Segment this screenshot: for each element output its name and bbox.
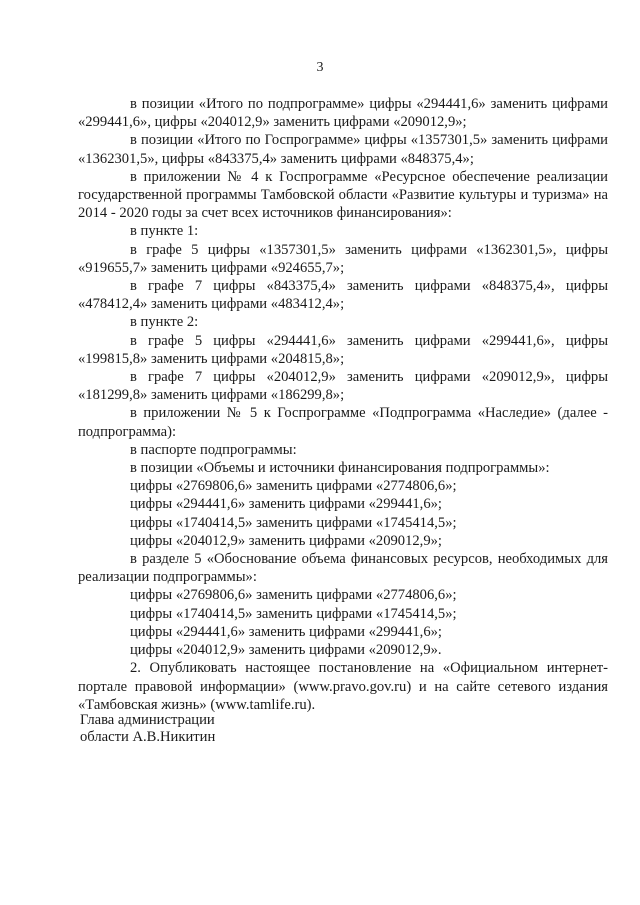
signature-title-line: Глава администрации — [80, 712, 215, 728]
replacement-line: цифры «204012,9» заменить цифрами «209012,9». — [130, 642, 442, 659]
document-body — [78, 95, 608, 714]
paragraph-appendix-5: в приложении № 5 к Госпрограмме «Подпрограмма «Наследие» (далее - подпрограмма): — [78, 405, 608, 440]
paragraph-itogo-gosprogramma: в позиции «Итого по Госпрограмме» цифры «1357301,5» заменить цифрами «1362301,5», цифры «843375,4» заменить цифрами «848375,4»; — [78, 132, 608, 167]
replacement-line: цифры «294441,6» заменить цифрами «299441,6»; — [130, 623, 442, 640]
replacement-line: цифры «294441,6» заменить цифрами «299441,6»; — [130, 496, 442, 513]
signature-block — [80, 712, 215, 746]
paragraph-item-2-column-5: в графе 5 цифры «294441,6» заменить цифрами «299441,6», цифры «199815,8» заменить цифрами «204815,8»; — [78, 332, 608, 367]
signature-second-line — [80, 729, 215, 746]
paragraph-section-5: в разделе 5 «Обоснование объема финансовых ресурсов, необходимых для реализации подпрограммы»: — [78, 551, 608, 586]
paragraph-volumes-position: в позиции «Объемы и источники финансирования подпрограммы»: — [130, 460, 550, 477]
replacement-line: цифры «2769806,6» заменить цифрами «2774806,6»; — [130, 478, 457, 495]
page-number: 3 — [316, 60, 324, 75]
signature-region: области — [80, 729, 129, 745]
paragraph-item-2-column-7: в графе 7 цифры «204012,9» заменить цифрами «209012,9», цифры «181299,8» заменить цифрами «186299,8»; — [78, 369, 608, 404]
paragraph-item-1: в пункте 1: — [130, 223, 199, 240]
paragraph-itogo-podprogramma: в позиции «Итого по подпрограмме» цифры «294441,6» заменить цифрами «299441,6», цифры «204012,9» заменить цифрами «209012,9»; — [78, 96, 608, 131]
replacement-line: цифры «1740414,5» заменить цифрами «1745414,5»; — [130, 514, 457, 531]
replacement-line: цифры «2769806,6» заменить цифрами «2774806,6»; — [130, 587, 457, 604]
signature-name: А.В.Никитин — [132, 729, 216, 745]
paragraph-passport: в паспорте подпрограммы: — [130, 441, 297, 458]
paragraph-publication: 2. Опубликовать настоящее постановление на «Официальном интернет-портале правовой информации» (www.pravo.gov.ru) и на сайте сетевого издания «Тамбовская жизнь» (www.tamlife.ru). — [78, 660, 608, 713]
paragraph-item-1-column-5: в графе 5 цифры «1357301,5» заменить цифрами «1362301,5», цифры «919655,7» заменить цифрами «924655,7»; — [78, 241, 608, 276]
replacement-line: цифры «204012,9» заменить цифрами «209012,9»; — [130, 532, 442, 549]
replacement-line: цифры «1740414,5» заменить цифрами «1745414,5»; — [130, 605, 457, 622]
paragraph-item-1-column-7: в графе 7 цифры «843375,4» заменить цифрами «848375,4», цифры «478412,4» заменить цифрами «483412,4»; — [78, 278, 608, 313]
paragraph-appendix-4: в приложении № 4 к Госпрограмме «Ресурсное обеспечение реализации государственной программы Тамбовской области «Развитие культуры и туризма» на 2014 - 2020 годы за счет всех источников финансирования»: — [78, 168, 608, 222]
paragraph-item-2: в пункте 2: — [130, 314, 199, 331]
